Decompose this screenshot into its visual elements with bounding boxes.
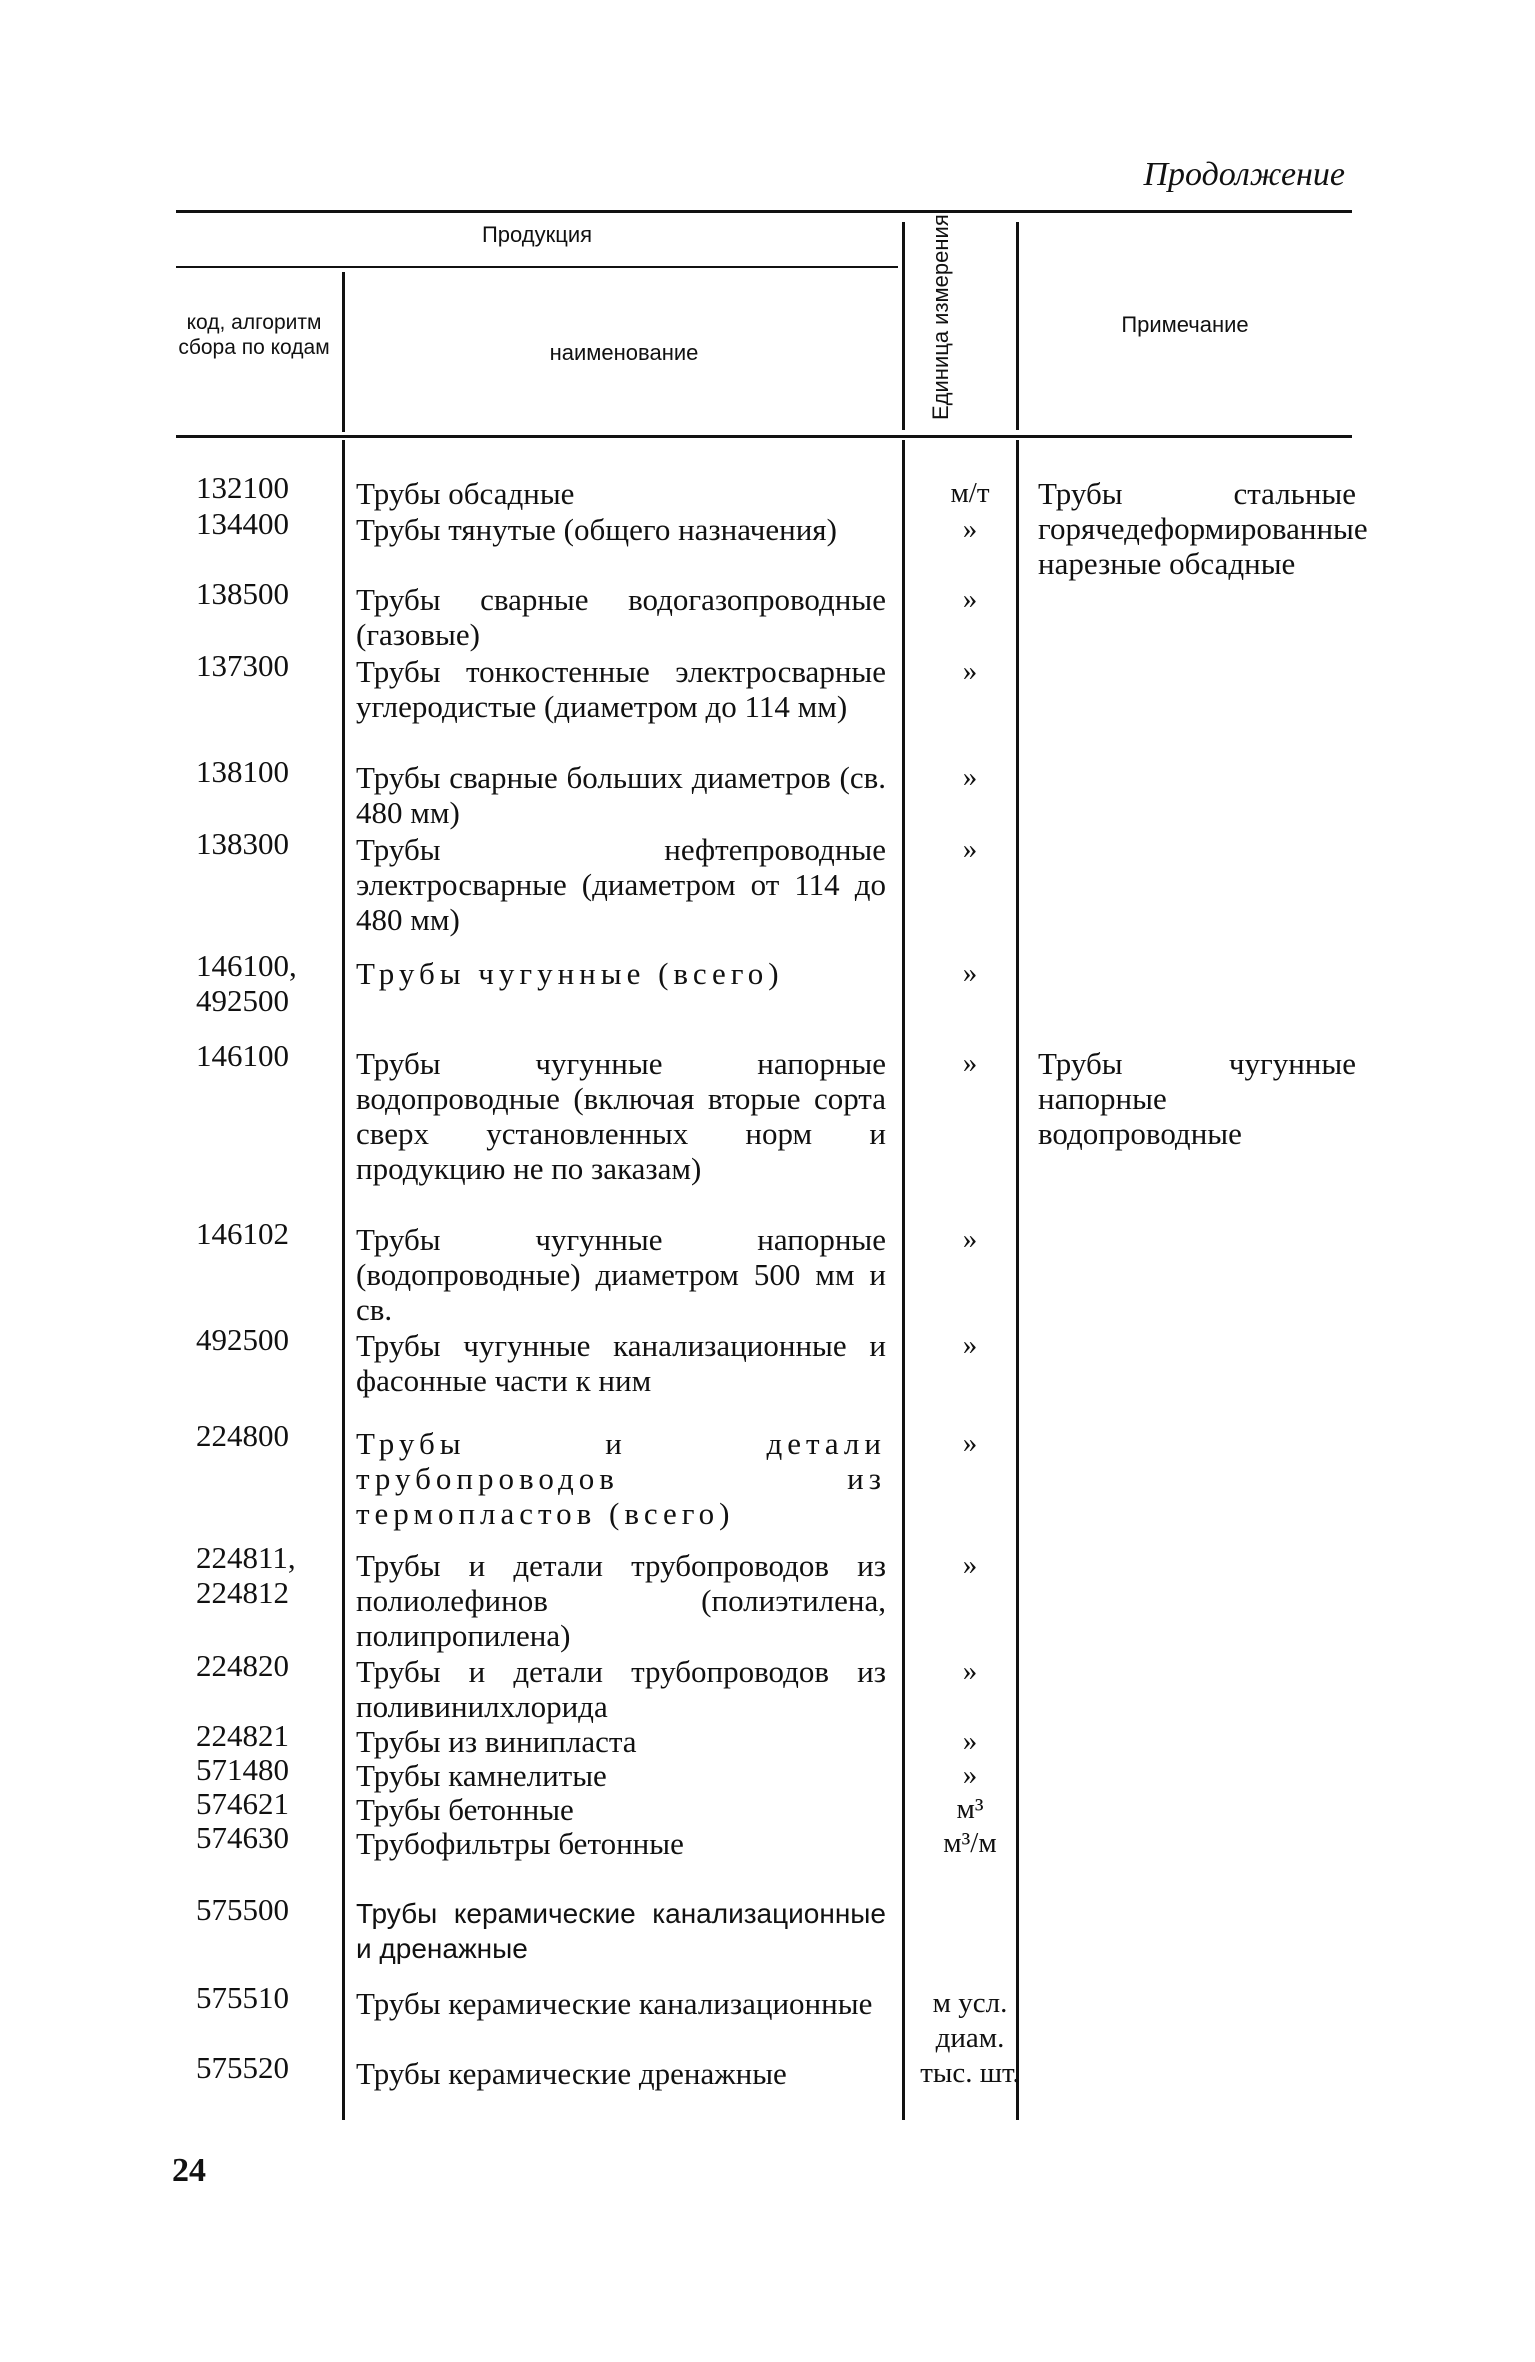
row-note: Трубы стальные горячедеформированные нарезные обсадные <box>1038 476 1368 581</box>
row-unit: м/т <box>950 477 990 509</box>
product-subheader-rule <box>176 266 898 268</box>
row-code: 574630 <box>196 1820 289 1855</box>
divider-name-unit-body <box>902 440 905 2120</box>
row-unit: » <box>962 957 978 989</box>
row-code: 575510 <box>196 1980 289 2015</box>
divider-product-unit <box>902 222 905 430</box>
row-name: Трубы керамические канализационные <box>356 1986 873 2021</box>
row-unit: » <box>962 1725 978 1757</box>
divider-unit-note <box>1016 222 1019 430</box>
row-code: 138300 <box>196 826 289 861</box>
row-code: 146102 <box>196 1216 289 1251</box>
row-unit: » <box>962 655 978 687</box>
row-unit: » <box>962 583 978 615</box>
row-name: Трубы обсадные <box>356 476 575 511</box>
row-name: Трубы сварные больших диаметров (св. 480 мм) <box>356 760 886 830</box>
row-code: 224811, 224812 <box>196 1540 296 1610</box>
row-code: 224820 <box>196 1648 289 1683</box>
header-product: Продукция <box>481 222 593 247</box>
row-code: 492500 <box>196 1322 289 1357</box>
row-code: 575500 <box>196 1892 289 1927</box>
row-unit: м³/м <box>943 1827 997 1859</box>
page-number: 24 <box>172 2152 206 2189</box>
header-bottom-rule <box>176 435 1352 438</box>
header-name: наименование <box>549 340 699 365</box>
row-unit: » <box>962 513 978 545</box>
row-name: Трубы керамические дренажные <box>356 2056 787 2091</box>
row-name: Трубы и детали трубопроводов из термопластов (всего) <box>356 1426 886 1531</box>
row-code: 224800 <box>196 1418 289 1453</box>
row-code: 574621 <box>196 1786 289 1821</box>
row-unit: » <box>962 1047 978 1079</box>
row-unit: » <box>962 1549 978 1581</box>
row-unit: » <box>962 1427 978 1459</box>
row-name: Трубы чугунные канализационные и фасонные части к ним <box>356 1328 886 1398</box>
row-code: 571480 <box>196 1752 289 1787</box>
row-code: 575520 <box>196 2050 289 2085</box>
row-name: Трубы чугунные (всего) <box>356 956 784 991</box>
row-name: Трубы и детали трубопроводов из полиолефинов (полиэтилена, полипропилена) <box>356 1548 886 1653</box>
row-code: 134400 <box>196 506 289 541</box>
header-note: Примечание <box>1121 312 1249 337</box>
row-name: Трубы тонкостенные электросварные углеродистые (диаметром до 114 мм) <box>356 654 886 724</box>
row-unit: » <box>962 1759 978 1791</box>
header-code: код, алгоритм сбора по кодам <box>178 311 330 360</box>
row-name: Трубофильтры бетонные <box>356 1826 684 1861</box>
row-note: Трубы чугунные напорные водопроводные <box>1038 1046 1356 1151</box>
continuation-label: Продолжение <box>1143 156 1345 193</box>
row-unit: м³ <box>956 1793 984 1825</box>
row-name: Трубы керамические канализационные и дренажные <box>356 1898 886 1964</box>
row-code: 138500 <box>196 576 289 611</box>
table-top-rule <box>176 210 1352 213</box>
row-name: Трубы сварные водогазопроводные (газовые) <box>356 582 886 652</box>
row-unit: тыс. шт. <box>920 2057 1020 2089</box>
header-unit: Единица измерения <box>928 214 953 420</box>
row-name: Трубы чугунные напорные (водопроводные) диаметром 500 мм и св. <box>356 1222 886 1327</box>
row-name: Трубы нефтепроводные электросварные (диаметром от 114 до 480 мм) <box>356 832 886 937</box>
row-unit: » <box>962 1223 978 1255</box>
row-unit: » <box>962 833 978 865</box>
row-name: Трубы и детали трубопроводов из поливинилхлорида <box>356 1654 886 1724</box>
row-unit: м усл. диам. <box>932 1987 1008 2054</box>
row-unit: » <box>962 1329 978 1361</box>
row-name: Трубы из винипласта <box>356 1724 637 1759</box>
row-unit: » <box>962 761 978 793</box>
row-code: 138100 <box>196 754 289 789</box>
divider-unit-note-body <box>1016 440 1019 2120</box>
row-code: 132100 <box>196 470 289 505</box>
divider-code-name-header <box>342 272 345 432</box>
row-name: Трубы бетонные <box>356 1792 574 1827</box>
row-name: Трубы камнелитые <box>356 1758 607 1793</box>
row-name: Трубы чугунные напорные водопроводные (включая вторые сорта сверх установленных норм и продукцию не по заказам) <box>356 1046 886 1186</box>
row-name: Трубы тянутые (общего назначения) <box>356 512 837 547</box>
row-code: 146100 <box>196 1038 289 1073</box>
row-code: 224821 <box>196 1718 289 1753</box>
row-code: 137300 <box>196 648 289 683</box>
divider-code-name-body <box>342 440 345 2120</box>
row-unit: » <box>962 1655 978 1687</box>
row-code: 146100, 492500 <box>196 948 297 1018</box>
